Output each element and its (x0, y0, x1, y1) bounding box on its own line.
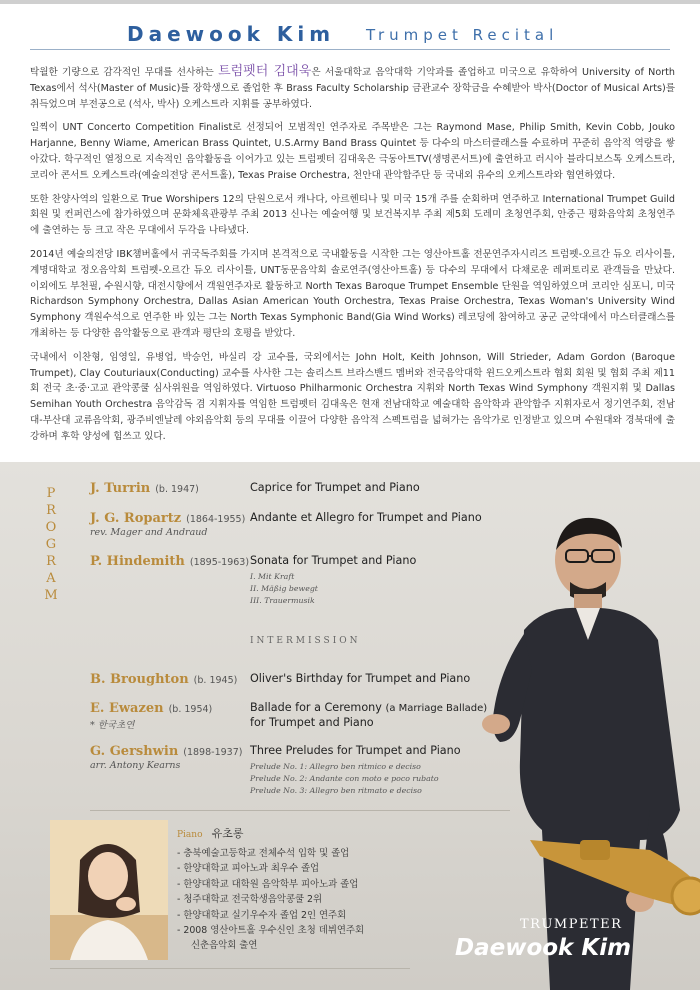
arrangement-note: rev. Mager and Andraud (90, 527, 208, 538)
composer: J. G. Ropartz (1864-1955) (90, 511, 246, 526)
piece-title: Caprice for Trumpet and Piano (250, 481, 420, 494)
list-item: - 한양대학교 피아노과 최우수 졸업 (177, 863, 320, 875)
piece-title: Andante et Allegro for Trumpet and Piano (250, 511, 482, 524)
composer-years: (1895-1963) (189, 557, 250, 568)
divider (50, 968, 410, 969)
movement: Prelude No. 3: Allegro ben ritmato e deciso (250, 786, 422, 795)
bio-paragraph-2: 일찍이 UNT Concerto Competition Finalist로 선정되어 모범적인 연주자로 주목받은 그는 Raymond Mase, Philip Smith, Kevin Cobb, Jouko Harjanne, Benny Wiame, American Brass Quintet, U.S.Army Band Brass Quintet 등 다수의 마스터클래스를 수료하며 꾸준히 음악적 역량을 쌓아갔다. 학구적인 열정으로 지속적인 음악활동을 이어가고 있는 트럼펫터 김대욱은 극동아트TV(생명콘서트)에 출연하고 러시아 블라디보스톡 오케스트라, 코리아 콘서트 오케스트라(예술의전당 콘서트홀), Texas Praise Orchestra, 천안대 관악합주단 등 국내외 유수의 오케스트라와 협연하였다. (30, 122, 675, 181)
composer: P. Hindemith (1895-1963) (90, 554, 250, 569)
list-item: - 한양대학교 대학원 음악학부 피아노과 졸업 (177, 878, 359, 890)
bio-paragraph-4: 2014년 예술의전당 IBK챔버홀에서 귀국독주회를 가지며 본격적으로 국내활동을 시작한 그는 영산아트홀 전문연주자시리즈 트럼펫-오르간 듀오 리사이틀, 계명대학교 정오음악회 트럼펫-오르간 듀오 리사이틀, UNT동문음악회 솔로연주(영산아트홀) 등 다수의 무대에서 다채로운 레퍼토리로 관객들을 만났다. 이외에도 부천필, 수원시향, 대전시향에서 객원연주자로 활동하고 North Texas Baroque Trumpet Ensemble 단원을 역임하였으며 코리안 심포니, 미국 Richardson Symphony Orchestra, Dallas Asian American Youth Orchestra, Texas Praise Orchestra, Texas Woman's University Wind Symphony 객원수석으로 연주한 바 있는 그는 North Texas Symphonic Band(Gia Wind Works) 레코딩에 참여하고 공군 군악대에서 마스터클래스를 개최하는 등 다양한 음악활동으로 관객과 평단의 호평을 받았다. (30, 248, 675, 339)
composer: B. Broughton (b. 1945) (90, 672, 238, 687)
piece-title: Three Preludes for Trumpet and Piano (250, 744, 461, 757)
pianist-photo (50, 820, 168, 960)
bio-paragraph-5: 국내에서 이찬형, 임영일, 유병업, 박승언, 바실리 강 교수를, 국외에서는 John Holt, Keith Johnson, Will Strieder, Adam Gordon (Baroque Trumpet), Clay Couturiaux(Conducting) 교수를 사사한 그는 솔리스트 브라스밴드 멤버와 전국음악대학 윈드오케스트라 협회 회원 및 협회 주최 제11회 전국 초·중·고교 관악콩쿨 심사위원을 역임하였다. Virtuoso Philharmonic Orchestra 지휘와 North Texas Wind Symphony 객원지휘 및 Dallas Semihan Youth Orchestra 음악감독 겸 지휘자를 역임한 트럼펫터 김대욱은 현재 전남대학교 예술대학 음악학과 관악합주 지휘자로서 정기연주회, 전남대-부산대 교류음악회, 광주비엔날레 야외음악회 등의 무대를 이끌어 다양한 음악적 스펙트럼을 넓혀가는 음악가로 인정받고 있으며 수원대와 경북대에 출강하며 후학 양성에 힘쓰고 있다. (30, 351, 675, 442)
movement: II. Mäßig bewegt (250, 584, 318, 593)
pianist-name: 유초롱 (211, 827, 244, 840)
program-title-letter: R (46, 554, 56, 569)
highlight-name: 트럼펫터 김대욱 (218, 64, 312, 79)
movement: I. Mit Kraft (250, 572, 295, 581)
program-vertical-title (44, 485, 58, 604)
pianist-credentials (177, 846, 364, 954)
signature-name: Daewook Kim (455, 935, 632, 961)
composer-years: (1864-1955) (186, 514, 246, 525)
piece-title-line2: for Trumpet and Piano (250, 716, 374, 729)
movement: III. Trauermusik (250, 596, 315, 605)
premiere-note: * 한국초연 (90, 720, 135, 731)
list-item: - 2008 영산아트홀 우수신인 초청 데뷔연주회 (177, 925, 365, 937)
composer: G. Gershwin (1898-1937) (90, 744, 243, 759)
list-item: 신춘음악회 출연 (191, 940, 258, 952)
movement: Prelude No. 1: Allegro ben ritmico e deciso (250, 762, 421, 771)
list-item: - 충북예술고등학교 전체수석 입학 및 졸업 (177, 848, 350, 859)
intermission-label: INTERMISSION (250, 636, 361, 646)
piano-label: Piano (177, 830, 203, 840)
program-title-letter: P (46, 486, 56, 501)
program-title-letter: A (46, 571, 56, 586)
header-divider (30, 49, 670, 50)
composer: J. Turrin (b. 1947) (90, 481, 199, 496)
performer-title: Daewook Kim (127, 22, 336, 46)
page-header (0, 18, 700, 58)
list-item: - 한양대학교 실기우수자 졸업 2인 연주회 (177, 909, 347, 921)
piece-title: Oliver's Birthday for Trumpet and Piano (250, 672, 471, 685)
bio-paragraph-1: 탁월한 기량으로 감각적인 무대를 선사하는 트럼펫터 김대욱은 서울대학교 음악대학 기악과를 졸업하고 미국으로 유학하여 University of North Texas에서 석사(Master of Music)를 장학생으로 졸업한 후 Brass Faculty Scholarship 금관교수 장학금을 수혜받아 박사(Doctor of Musical Arts)를 취득었으며 부전공으로 (석사, 박사) 오케스트라 지휘를 공부하였다. (30, 64, 675, 110)
program-title-letter: O (45, 520, 57, 535)
composer-years: (b. 1947) (155, 484, 199, 495)
composer-years: (b. 1945) (193, 675, 238, 686)
signature-role: TRUMPETER (520, 917, 623, 932)
piece-title: Sonata for Trumpet and Piano (250, 554, 417, 567)
program-title-letter: G (45, 537, 57, 552)
pianist-portrait-icon (50, 820, 168, 960)
biography (30, 64, 675, 453)
recital-subtitle: Trumpet Recital (366, 26, 559, 44)
bio-paragraph-3: 또한 찬양사역의 일환으로 True Worshipers 12의 단원으로서 캐나다, 아르헨티나 및 미국 15개 주를 순회하며 연주하고 International Trumpet Guild 회원 및 컨퍼런스에 참가하였으며 문화체육관광부 주최 2013 신나는 예술여행 및 보건복지부 주최 제5회 도레미 초청연주회, 안중근 평화음악회 초청연주에 출연하는 등 크고 작은 무대에서 두각을 나타냈다. (30, 193, 675, 237)
pianist-heading (177, 822, 244, 841)
arrangement-note: arr. Antony Kearns (90, 760, 181, 771)
composer-years: (1898-1937) (183, 747, 243, 758)
composer-years: (b. 1954) (168, 704, 213, 715)
list-item: - 청주대학교 전국학생음악콩쿨 2위 (177, 894, 323, 906)
piece-title: Ballade for a Ceremony (a Marriage Ballade) (250, 701, 488, 714)
composer: E. Ewazen (b. 1954) (90, 701, 213, 716)
program-title-letter: M (44, 588, 58, 603)
top-rule (0, 0, 700, 4)
movement: Prelude No. 2: Andante con moto e poco rubato (250, 774, 439, 783)
program-title-letter: R (46, 503, 56, 518)
divider (90, 810, 510, 811)
